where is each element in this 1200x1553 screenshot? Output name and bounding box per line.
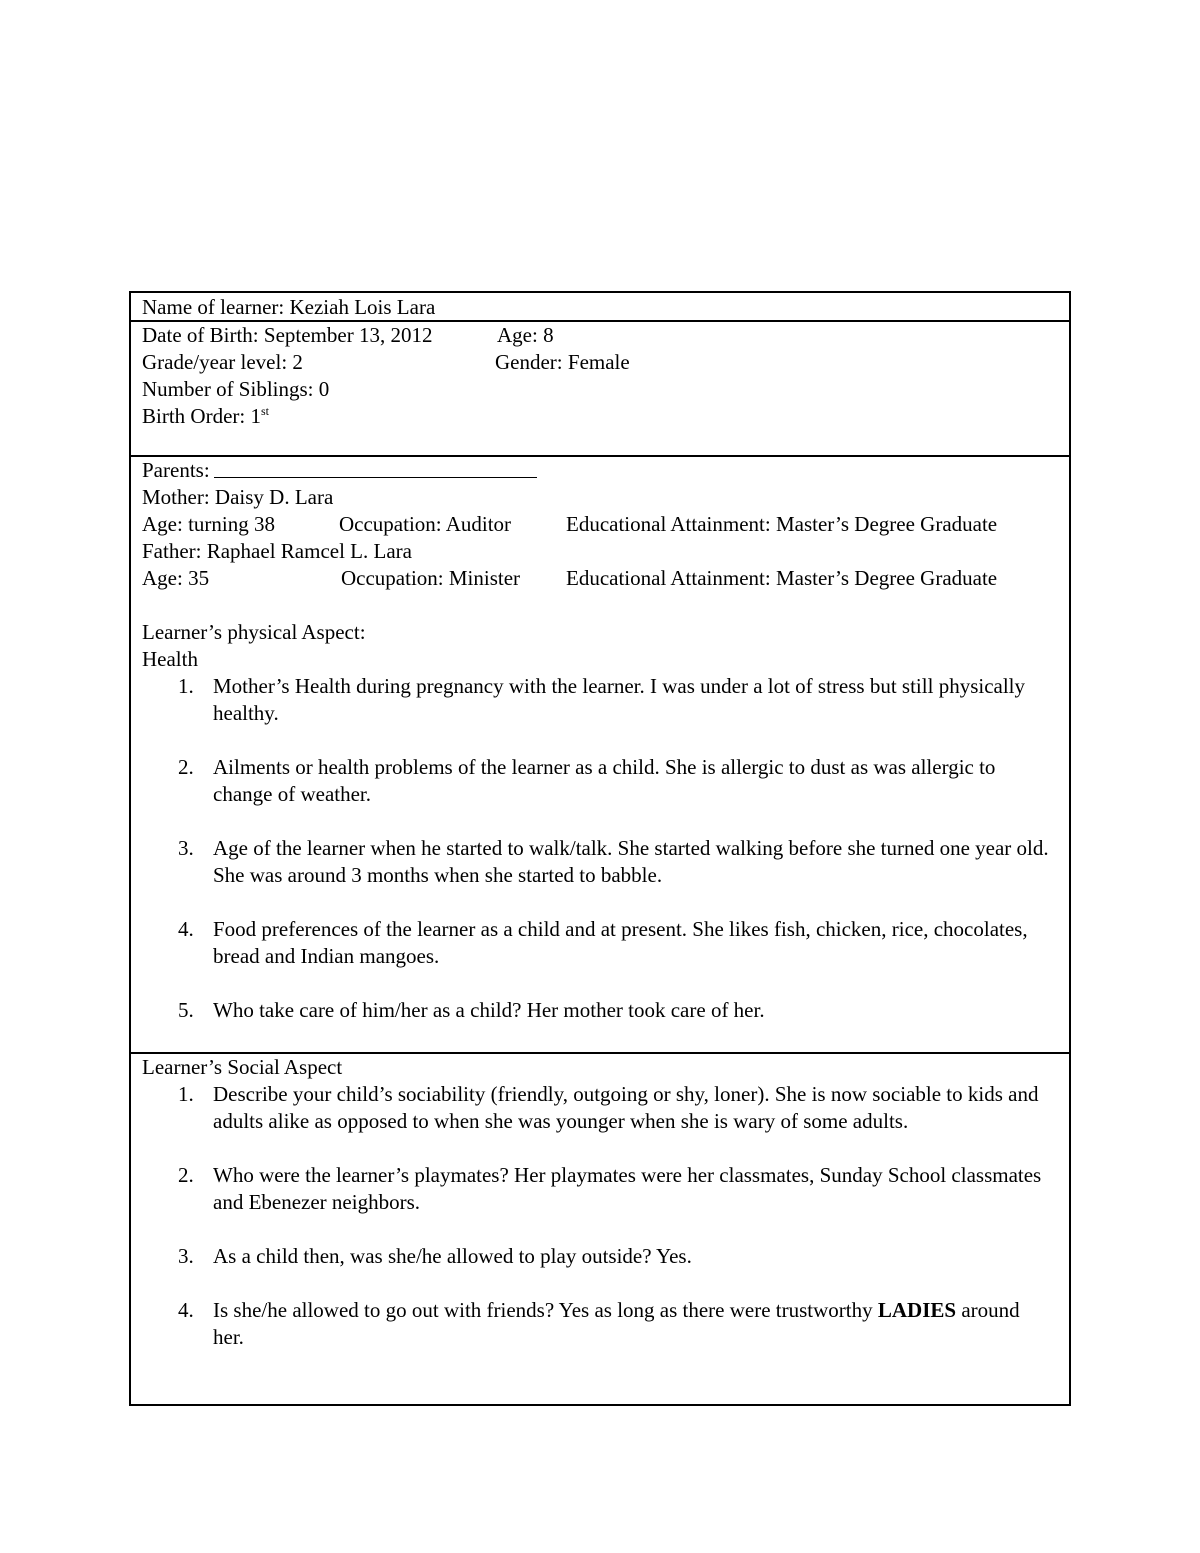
siblings-row xyxy=(142,376,1059,403)
list-item xyxy=(142,1081,1059,1135)
mother-occupation: Occupation: Auditor xyxy=(339,512,512,536)
item-number: 1. xyxy=(178,1082,194,1106)
birth-order-value: Birth Order: 1 xyxy=(142,404,261,428)
father-name-row xyxy=(142,538,1059,565)
item-number: 4. xyxy=(178,1298,194,1322)
parents-label: Parents: xyxy=(142,458,210,482)
item-number: 2. xyxy=(178,755,194,779)
father-name: Father: Raphael Ramcel L. Lara xyxy=(142,539,412,563)
list-item xyxy=(142,1297,1059,1351)
social-aspect-section xyxy=(131,1052,1069,1404)
birth-order xyxy=(142,403,269,430)
birth-order-suffix: st xyxy=(260,404,269,418)
item-number: 3. xyxy=(178,836,194,860)
mother-details-row xyxy=(142,511,1059,538)
parents-physical-section xyxy=(131,455,1069,1052)
mother-age: Age: turning 38 xyxy=(142,512,275,536)
health-question-list xyxy=(142,673,1059,1024)
item-text: Who were the learner’s playmates? Her playmates were her classmates, Sunday School classmates and Ebenezer neighbors. xyxy=(213,1163,1042,1214)
mother-name-row xyxy=(142,484,1059,511)
health-subheading: Health xyxy=(142,647,198,671)
spacer xyxy=(142,592,1059,619)
item-number: 1. xyxy=(178,674,194,698)
item-number: 5. xyxy=(178,998,194,1022)
item-text: Food preferences of the learner as a child and at present. She likes fish, chicken, rice, chocolates, bread and Indian mangoes. xyxy=(213,917,1028,968)
mother-name: Mother: Daisy D. Lara xyxy=(142,485,334,509)
learner-info-section xyxy=(131,320,1069,455)
grade-level: Grade/year level: 2 xyxy=(142,350,303,374)
birth-order-row xyxy=(142,403,1059,430)
item-text: Mother’s Health during pregnancy with the learner. I was under a lot of stress but still physically healthy. xyxy=(213,674,1026,725)
parents-row xyxy=(142,457,1059,484)
father-occupation: Occupation: Minister xyxy=(341,566,521,590)
parents-blank-line xyxy=(214,457,537,478)
social-question-list xyxy=(142,1081,1059,1351)
parents-label-wrap xyxy=(142,457,210,484)
list-item xyxy=(142,1162,1059,1216)
item-number: 3. xyxy=(178,1244,194,1268)
list-item xyxy=(142,997,1059,1024)
social-aspect-heading: Learner’s Social Aspect xyxy=(142,1055,343,1079)
dob-row xyxy=(142,322,1059,349)
item-number: 4. xyxy=(178,917,194,941)
item-text: Who take care of him/her as a child? Her mother took care of her. xyxy=(213,998,765,1022)
list-item xyxy=(142,1243,1059,1270)
father-education: Educational Attainment: Master’s Degree Graduate xyxy=(566,566,998,590)
item-text xyxy=(213,1298,1020,1349)
father-age: Age: 35 xyxy=(142,566,210,590)
physical-aspect-heading: Learner’s physical Aspect: xyxy=(142,620,366,644)
mother-education: Educational Attainment: Master’s Degree Graduate xyxy=(566,512,998,536)
list-item xyxy=(142,754,1059,808)
list-item xyxy=(142,835,1059,889)
item-text: As a child then, was she/he allowed to play outside? Yes. xyxy=(213,1244,692,1268)
learner-age: Age: 8 xyxy=(497,323,554,347)
father-details-row xyxy=(142,565,1059,592)
learner-name-section xyxy=(131,293,1069,320)
item-text-before: Is she/he allowed to go out with friends? Yes as long as there were trustworthy xyxy=(213,1298,878,1322)
learner-profile-form xyxy=(129,291,1071,1406)
item-text: Age of the learner when he started to walk/talk. She started walking before she turned one year old. She was around 3 months when she started to babble. xyxy=(213,836,1049,887)
grade-row xyxy=(142,349,1059,376)
gender: Gender: Female xyxy=(495,350,630,374)
item-text: Ailments or health problems of the learner as a child. She is allergic to dust as was allergic to change of weather. xyxy=(213,755,996,806)
list-item xyxy=(142,916,1059,970)
item-text: Describe your child’s sociability (friendly, outgoing or shy, loner). She is now sociable to kids and adults alike as opposed to when she was younger when she is wary of some adults. xyxy=(213,1082,1039,1133)
item-number: 2. xyxy=(178,1163,194,1187)
number-of-siblings: Number of Siblings: 0 xyxy=(142,377,330,401)
date-of-birth: Date of Birth: September 13, 2012 xyxy=(142,323,433,347)
item-text-bold: LADIES xyxy=(877,1298,957,1322)
item-text-after: around her. xyxy=(213,1298,1020,1349)
list-item xyxy=(142,673,1059,727)
learner-name: Name of learner: Keziah Lois Lara xyxy=(142,295,436,319)
